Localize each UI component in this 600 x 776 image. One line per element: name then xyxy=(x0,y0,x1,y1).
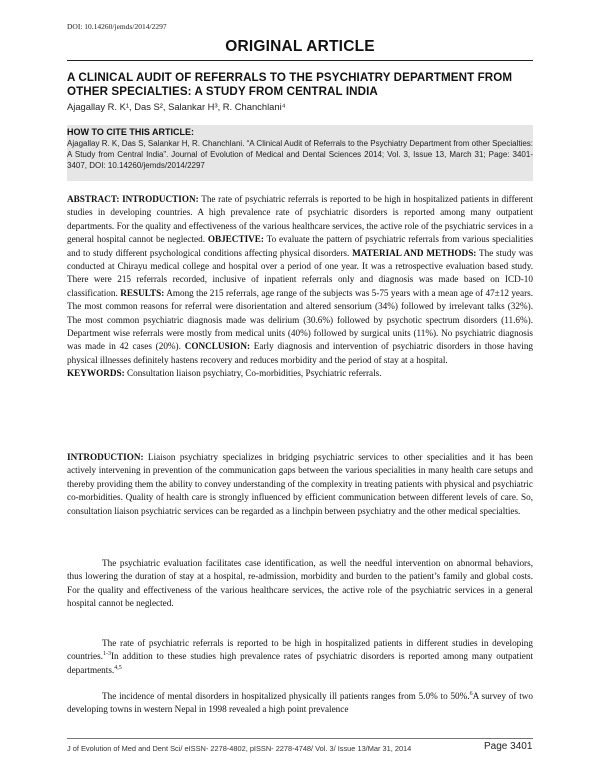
introduction-paragraph-3 xyxy=(67,637,533,677)
abstract-conclusion-text: Early diagnosis and intervention of psychiatric disorders in those having physical illnesses definitely hastens recovery and reduces morbidity and the period of stay at a hospital. xyxy=(67,341,534,365)
article-type-heading: ORIGINAL ARTICLE xyxy=(225,38,375,55)
introduction-paragraph-2: The psychiatric evaluation facilitates case identification, as well the needful intervention on abnormal behaviors, thus lowering the duration of stay at a hospital, re-admission, morbidity and burden to the patient’s family and global costs. For the quality and effectiveness of the various healthcare services, the active role of the psychiatric services in a general hospital cannot be neglected. xyxy=(67,558,533,609)
introduction-label: INTRODUCTION: xyxy=(67,452,144,462)
abstract-objective-label: OBJECTIVE: xyxy=(207,234,264,245)
article-title: A CLINICAL AUDIT OF REFERRALS TO THE PSYCHIATRY DEPARTMENT FROM OTHER SPECIALTIES: A STUDY FROM CENTRAL INDIA xyxy=(67,71,513,98)
abstract-section xyxy=(67,193,533,381)
page-number: Page 3401 xyxy=(484,741,533,752)
abstract-results-label: RESULTS: xyxy=(120,287,165,298)
footer-rule xyxy=(67,738,533,739)
author-list: Ajagallay R. K¹, Das S², Salankar H³, R. Chanchlani⁴ xyxy=(67,101,286,112)
citation-heading: HOW TO CITE THIS ARTICLE: xyxy=(67,127,194,137)
paragraph-4-text-b: A survey of two developing towns in western Nepal in 1998 revealed a high point prevalence xyxy=(67,691,533,715)
abstract-methods-label: MATERIAL AND METHODS: xyxy=(352,247,477,258)
reference-marker: 1-3 xyxy=(102,651,111,658)
abstract-methods-text: The study was conducted at Chirayu medical college and hospital over a period of one year. It was a retrospective evaluation based study. There were 215 referrals recorded, inclusive of inpatient referrals only and diagnosis was made based on ICD-10 classification. xyxy=(67,247,533,298)
paragraph-4-text-a: The incidence of mental disorders in hospitalized physically ill patients ranges from 5.0% to 50%. xyxy=(102,691,470,701)
abstract-label: ABSTRACT: xyxy=(67,194,120,204)
reference-marker: 6 xyxy=(469,690,473,697)
doi-text: DOI: 10.14260/jemds/2014/2297 xyxy=(67,22,167,31)
title-top-rule xyxy=(67,60,533,61)
introduction-paragraph-1 xyxy=(67,451,533,518)
keywords-text: Consultation liaison psychiatry, Co-morbidities, Psychiatric referrals. xyxy=(126,368,382,379)
journal-footer: J of Evolution of Med and Dent Sci/ eISSN- 2278-4802, pISSN- 2278-4748/ Vol. 3/ Issue 13/Mar 31, 2014 xyxy=(67,744,412,753)
introduction-text: Liaison psychiatry specializes in bridging psychiatric services to other specialities and it has been actively intervening in prevention of the communication gaps between the various specialities in many health care setups and thereby providing them the ability to convey understanding of the complexity in treating patients with physical and psychiatric co-morbidities. Quality of health care is strongly influenced by efficient communication between different levels of care. So, consultation liaison psychiatric services can be regarded as a linchpin between psychiatry and the other medical specialties. xyxy=(67,452,533,516)
citation-text: Ajagallay R. K, Das S, Salankar H, R. Chanchlani. “A Clinical Audit of Referrals to the Psychiatry Department from other Specialties: A Study from Central India”. Journal of Evolution of Medical and Dental Sciences 2014; Vol. 3, Issue 13, March 31; Page: 3401-3407, DOI: 10.14260/jemds/2014/2297 xyxy=(67,139,533,170)
keywords-label: KEYWORDS: xyxy=(67,368,125,379)
introduction-paragraph-4 xyxy=(67,690,533,717)
abstract-intro-text: The rate of psychiatric referrals is reported to be high in hospitalized patients in different studies in developing countries. A high prevalence rate of psychiatric disorders is reported among many outpatient departments. For the quality and effectiveness of the various healthcare services, the active role of the psychiatric services in a general hospital cannot be neglected. xyxy=(67,194,533,245)
abstract-objective-text: To evaluate the pattern of psychiatric referrals from various specialities and to study different psychological conditions affecting physical disorders. xyxy=(67,234,534,258)
paragraph-3-text-a: The rate of psychiatric referrals is reported to be high in hospitalized patients in different studies in developing countries. xyxy=(67,638,533,662)
paragraph-3-text-b: In addition to these studies high prevalence rates of psychiatric disorders is reported among many outpatient departments. xyxy=(67,651,533,675)
abstract-results-text: Among the 215 referrals, age range of the subjects was 5-75 years with a mean age of 47±12 years. The most common reasons for referral were disorientation and altered sensorium (34%) followed by irrelevant talks (32%). The most common psychiatric diagnosis made was delirium (30.6%) followed by psychotic spectrum disorders (11.6%). Department wise referrals were mostly from medical units (40%) followed by surgical units (11%). No psychiatric diagnosis was made in 42 cases (20%). xyxy=(67,287,534,352)
reference-marker: 4,5 xyxy=(114,664,122,671)
abstract-intro-label: INTRODUCTION: xyxy=(122,194,199,204)
abstract-conclusion-label: CONCLUSION: xyxy=(184,341,251,352)
